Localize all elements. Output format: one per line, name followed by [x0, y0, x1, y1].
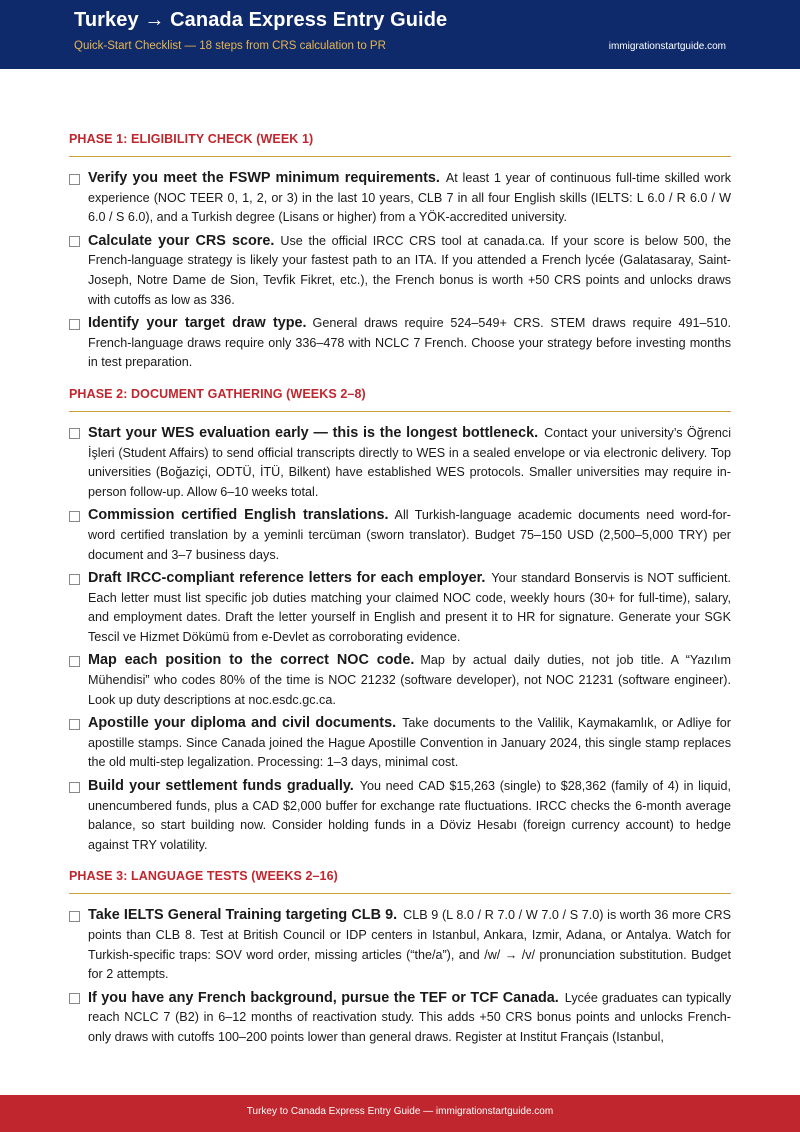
item-body: Your standard Bonservis is NOT sufficient. Each letter must list specific job duties matching your claimed NOC code, weekly hours (30+ for full-time), salary, and employment dates. Draft the letter yourself in English and present it to HR for signature. Generate your SGK Tescil ve Hizmet Dökümü from e-Devlet as corroborating evidence. [88, 571, 731, 644]
item-body: At least 1 year of continuous full-time skilled work experience (NOC TEER 0, 1, 2, or 3) in the last 10 years, CLB 7 in all four English skills (IELTS: L 6.0 / R 6.0 / W 6.0 / S 6.0), and a Turkish degree (Lisans or higher) from a YÖK-accredited university. [88, 171, 731, 225]
checklist-item [69, 906, 731, 984]
item-heading: Calculate your CRS score. [88, 232, 275, 249]
item-heading: Build your settlement funds gradually. [88, 778, 354, 795]
checkbox-icon[interactable] [69, 574, 80, 585]
page-header [0, 0, 800, 69]
checklist-item [69, 569, 731, 647]
item-body: Lycée graduates can typically reach NCLC 7 (B2) in 6–12 months of reactivation study. This adds +50 CRS bonus points and unlocks French-only draws with cutoffs 100–200 points lower than general draws. Register at Institut Français (Istanbul, [88, 990, 732, 1044]
item-body: You need CAD $15,263 (single) to $28,362 (family of 4) in liquid, unencumbered funds, plus a CAD $2,000 buffer for exchange rate fluctuations. IRCC checks the 6-month average balance, so start building now. Consider holding funds in a Döviz Hesabı (foreign currency account) to hedge against TRY volatility. [88, 779, 731, 852]
checkbox-icon[interactable] [69, 656, 80, 667]
checklist-item [69, 314, 731, 373]
checklist-item [69, 651, 731, 710]
checkbox-icon[interactable] [69, 719, 80, 730]
item-body: CLB 9 (L 8.0 / R 7.0 / W 7.0 / S 7.0) is worth 36 more CRS points than CLB 8. Test at British Council or IDP centers in Istanbul, Ankara, Izmir, Adana, or Antalya. Watch for Turkish-specific traps: SOV word order, missing articles (“the/a”), and /w/ → /v/ pronunciation substitution. Budget for 2 attempts. [88, 908, 732, 982]
checkbox-icon[interactable] [69, 511, 80, 522]
item-body: Map by actual daily duties, not job title. A “Yazılım Mühendisi” who codes 80% of the time is NOC 21232 (software developer), not NOC 21231 (software engineer). Look up duty descriptions at noc.esdc.gc.ca. [88, 653, 731, 707]
checkbox-icon[interactable] [69, 174, 80, 185]
phase-title: PHASE 1: ELIGIBILITY CHECK (WEEK 1) [69, 132, 731, 157]
checklist-item [69, 777, 731, 855]
checkbox-icon[interactable] [69, 428, 80, 439]
item-heading: Commission certified English translations. [88, 507, 389, 524]
item-heading: If you have any French background, pursue the TEF or TCF Canada. [88, 989, 559, 1006]
item-body: Use the official IRCC CRS tool at canada.ca. If your score is below 500, the French-language strategy is likely your fastest path to an ITA. If you attended a French lycée (Galatasaray, Saint-Joseph, Notre Dame de Sion, Tevfik Fikret, etc.), the French bonus is worth +50 CRS points and unlocks draws with cutoffs as low as 336. [88, 233, 731, 307]
checkbox-icon[interactable] [69, 911, 80, 922]
phase-title: PHASE 3: LANGUAGE TESTS (WEEKS 2–16) [69, 869, 731, 894]
checkbox-icon[interactable] [69, 993, 80, 1004]
phase-2 [69, 387, 731, 855]
site-url[interactable]: immigrationstartguide.com [608, 41, 726, 52]
checkbox-icon[interactable] [69, 236, 80, 247]
checklist-item [69, 424, 731, 502]
item-heading: Take IELTS General Training targeting CLB 9. [88, 907, 398, 924]
checklist-item [69, 232, 731, 310]
page-footer [0, 1095, 800, 1132]
item-body: All Turkish-language academic documents need word-for-word certified translation by a yeminli tercüman (sworn translator). Budget 75–150 USD (2,500–5,000 TRY) per document and 3–7 business days. [88, 508, 731, 562]
item-heading: Verify you meet the FSWP minimum requirements. [88, 170, 440, 186]
checklist-item [69, 169, 731, 228]
item-heading: Apostille your diploma and civil documents. [88, 715, 397, 732]
item-body: Contact your university’s Öğrenci İşleri (Student Affairs) to send official transcripts directly to WES in a sealed envelope or via electronic delivery. Top universities (Boğaziçi, ODTÜ, İTÜ, Bilkent) have established WES protocols. Smaller universities may require in-person follow-up. Allow 6–10 weeks total. [88, 425, 731, 499]
checkbox-icon[interactable] [69, 782, 80, 793]
checklist-content [69, 132, 731, 1062]
item-heading: Draft IRCC-compliant reference letters for each employer. [88, 570, 486, 587]
item-heading: Identify your target draw type. [88, 315, 307, 332]
footer-text: Turkey to Canada Express Entry Guide — immigrationstartguide.com [246, 1106, 554, 1117]
document-subtitle: Quick-Start Checklist — 18 steps from CRS calculation to PR [74, 40, 386, 52]
checklist-item [69, 714, 731, 773]
document-title: Turkey → Canada Express Entry Guide [74, 9, 448, 31]
phase-title: PHASE 2: DOCUMENT GATHERING (WEEKS 2–8) [69, 387, 731, 412]
item-body: General draws require 524–549+ CRS. STEM draws require 491–510. French-language draws require only 336–478 with NCLC 7 French. Choose your strategy before investing months in test preparation. [88, 316, 731, 370]
item-heading: Start your WES evaluation early — this is the longest bottleneck. [88, 424, 539, 441]
phase-3 [69, 869, 731, 1047]
phase-1 [69, 132, 731, 373]
checkbox-icon[interactable] [69, 319, 80, 330]
item-heading: Map each position to the correct NOC code. [88, 652, 415, 669]
item-body: Take documents to the Valilik, Kaymakamlık, or Adliye for apostille stamps. Since Canada joined the Hague Apostille Convention in January 2024, this single stamp replaces the old multi-step legalization. Processing: 1–3 days, minimal cost. [88, 716, 731, 770]
checklist-item [69, 989, 731, 1048]
checklist-item [69, 506, 731, 565]
